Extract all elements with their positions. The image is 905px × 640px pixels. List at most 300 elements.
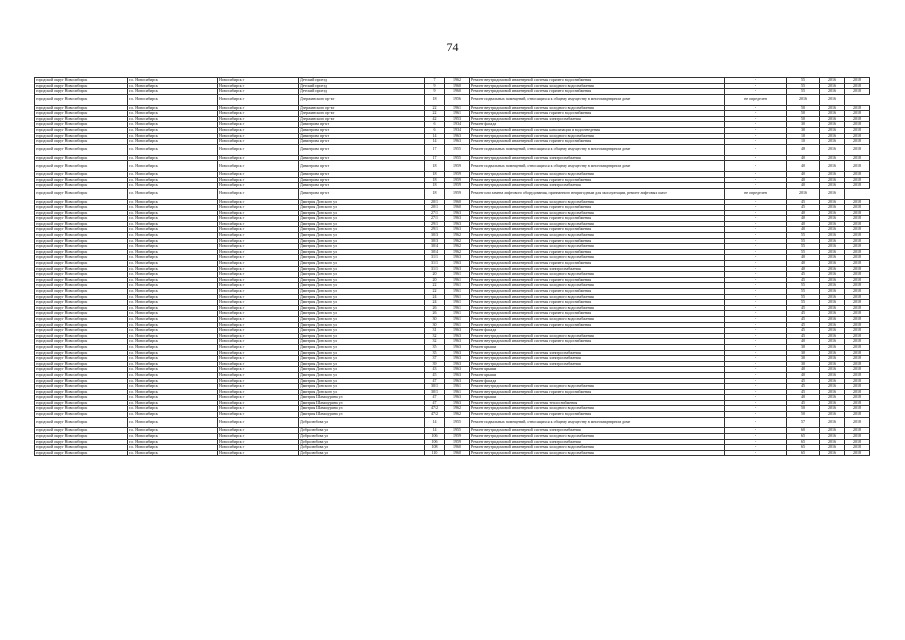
- wear-percent-cell: 45: [787, 277, 820, 283]
- work-type-cell: Ремонт внутридомовой инженерной системы электроснабжения: [470, 155, 725, 161]
- wear-percent-cell: 40: [787, 221, 820, 227]
- municipality-cell: городской округ Новосибирск: [35, 210, 128, 216]
- build-year-cell: 1963: [445, 328, 470, 334]
- locality-cell: Новосибирск г: [218, 227, 299, 233]
- municipality-cell: городской округ Новосибирск: [35, 356, 128, 362]
- condition-cell: -: [725, 216, 787, 222]
- start-year-cell: 2016: [820, 89, 845, 95]
- house-number-cell: 17: [425, 155, 445, 161]
- condition-cell: -: [725, 412, 787, 418]
- work-type-cell: Ремонт внутридомовой инженерной системы холодного водоснабжения: [470, 316, 725, 322]
- wear-percent-cell: 55: [787, 249, 820, 255]
- street-cell: Дмитрия Донского ул: [299, 384, 425, 390]
- wear-percent-cell: 55: [787, 289, 820, 295]
- wear-percent-cell: 45: [787, 272, 820, 278]
- build-year-cell: 1963: [445, 339, 470, 345]
- start-year-cell: 2016: [820, 227, 845, 233]
- district-cell: г.о. Новосибирск: [128, 434, 218, 440]
- work-type-cell: Ремонт внутридомовой инженерной системы горячего водоснабжения: [470, 300, 725, 306]
- condition-cell: -: [725, 305, 787, 311]
- start-year-cell: 2016: [820, 94, 845, 105]
- locality-cell: Новосибирск г: [218, 261, 299, 267]
- street-cell: Дмитрия Донского ул: [299, 322, 425, 328]
- district-cell: г.о. Новосибирск: [128, 300, 218, 306]
- build-year-cell: 1961: [445, 294, 470, 300]
- work-type-cell: Ремонт подвальных помещений, относящихся к общему имуществу в многоквартирном доме: [470, 417, 725, 428]
- house-number-cell: 22: [425, 289, 445, 295]
- wear-percent-cell: 40: [787, 339, 820, 345]
- work-type-cell: Ремонт внутридомовой инженерной системы холодного водоснабжения: [470, 133, 725, 139]
- end-year-cell: 2018: [845, 311, 870, 317]
- locality-cell: Новосибирск г: [218, 384, 299, 390]
- end-year-cell: 2018: [845, 417, 870, 428]
- house-number-cell: 37: [425, 356, 445, 362]
- end-year-cell: 2018: [845, 350, 870, 356]
- work-type-cell: Ремонт внутридомовой инженерной системы горячего водоснабжения: [470, 227, 725, 233]
- house-number-cell: 20: [425, 272, 445, 278]
- district-cell: г.о. Новосибирск: [128, 205, 218, 211]
- condition-cell: -: [725, 311, 787, 317]
- house-number-cell: 20/1: [425, 199, 445, 205]
- end-year-cell: 2018: [845, 105, 870, 111]
- locality-cell: Новосибирск г: [218, 428, 299, 434]
- street-cell: Дмитрия Донского ул: [299, 356, 425, 362]
- district-cell: г.о. Новосибирск: [128, 78, 218, 84]
- house-number-cell: 6: [425, 122, 445, 128]
- house-number-cell: 6: [425, 127, 445, 133]
- district-cell: г.о. Новосибирск: [128, 367, 218, 373]
- wear-percent-cell: 50: [787, 412, 820, 418]
- municipality-cell: городской округ Новосибирск: [35, 367, 128, 373]
- house-number-cell: 31: [425, 328, 445, 334]
- municipality-cell: городской округ Новосибирск: [35, 188, 128, 199]
- condition-cell: -: [725, 249, 787, 255]
- locality-cell: Новосибирск г: [218, 316, 299, 322]
- street-cell: Дмитрия Донского ул: [299, 344, 425, 350]
- build-year-cell: 1961: [445, 289, 470, 295]
- build-year-cell: 1963: [445, 333, 470, 339]
- street-cell: Дмитрия Донского ул: [299, 350, 425, 356]
- house-number-cell: 106: [425, 434, 445, 440]
- condition-cell: -: [725, 361, 787, 367]
- wear-percent-cell: 45: [787, 199, 820, 205]
- street-cell: Димитрова пр-кт: [299, 155, 425, 161]
- condition-cell: -: [725, 400, 787, 406]
- condition-cell: -: [725, 266, 787, 272]
- locality-cell: Новосибирск г: [218, 311, 299, 317]
- district-cell: г.о. Новосибирск: [128, 177, 218, 183]
- municipality-cell: городской округ Новосибирск: [35, 116, 128, 122]
- wear-percent-cell: 40: [787, 372, 820, 378]
- condition-cell: -: [725, 139, 787, 145]
- municipality-cell: городской округ Новосибирск: [35, 434, 128, 440]
- district-cell: г.о. Новосибирск: [128, 188, 218, 199]
- condition-cell: -: [725, 233, 787, 239]
- locality-cell: Новосибирск г: [218, 417, 299, 428]
- district-cell: г.о. Новосибирск: [128, 221, 218, 227]
- build-year-cell: 1959: [445, 171, 470, 177]
- work-type-cell: Ремонт внутридомовой инженерной системы горячего водоснабжения: [470, 389, 725, 395]
- build-year-cell: 1962: [445, 78, 470, 84]
- start-year-cell: 2016: [820, 389, 845, 395]
- end-year-cell: 2018: [845, 139, 870, 145]
- start-year-cell: 2016: [820, 356, 845, 362]
- condition-cell: -: [725, 238, 787, 244]
- build-year-cell: 1963: [445, 227, 470, 233]
- condition-cell: -: [725, 350, 787, 356]
- house-number-cell: 30: [425, 316, 445, 322]
- locality-cell: Новосибирск г: [218, 445, 299, 451]
- work-type-cell: Ремонт подвальных помещений, относящихся к общему имуществу в многоквартирном доме: [470, 144, 725, 155]
- build-year-cell: 1955: [445, 417, 470, 428]
- end-year-cell: 2018: [845, 116, 870, 122]
- wear-percent-cell: 40: [787, 261, 820, 267]
- house-number-cell: 30: [425, 322, 445, 328]
- municipality-cell: городской округ Новосибирск: [35, 445, 128, 451]
- wear-percent-cell: 40: [787, 395, 820, 401]
- condition-cell: -: [725, 289, 787, 295]
- build-year-cell: 1934: [445, 122, 470, 128]
- start-year-cell: 2016: [820, 417, 845, 428]
- condition-cell: -: [725, 434, 787, 440]
- repair-program-table: [34, 77, 870, 456]
- municipality-cell: городской округ Новосибирск: [35, 133, 128, 139]
- work-type-cell: Ремонт крыши: [470, 367, 725, 373]
- table-row: [35, 94, 870, 105]
- end-year-cell: 2018: [845, 450, 870, 456]
- condition-cell: -: [725, 272, 787, 278]
- build-year-cell: 1961: [445, 272, 470, 278]
- locality-cell: Новосибирск г: [218, 221, 299, 227]
- house-number-cell: 22: [425, 105, 445, 111]
- street-cell: Димитрова пр-кт: [299, 139, 425, 145]
- street-cell: Добролюбова ул: [299, 417, 425, 428]
- condition-cell: -: [725, 328, 787, 334]
- locality-cell: Новосибирск г: [218, 406, 299, 412]
- district-cell: г.о. Новосибирск: [128, 216, 218, 222]
- house-number-cell: 35: [425, 344, 445, 350]
- district-cell: г.о. Новосибирск: [128, 233, 218, 239]
- start-year-cell: 2016: [820, 111, 845, 117]
- house-number-cell: 32: [425, 339, 445, 345]
- start-year-cell: 2016: [820, 406, 845, 412]
- wear-percent-cell: 30: [787, 344, 820, 350]
- end-year-cell: 2018: [845, 199, 870, 205]
- end-year-cell: 2018: [845, 78, 870, 84]
- build-year-cell: 1963: [445, 139, 470, 145]
- end-year-cell: 2018: [845, 328, 870, 334]
- municipality-cell: городской округ Новосибирск: [35, 205, 128, 211]
- build-year-cell: 1963: [445, 356, 470, 362]
- street-cell: Дмитрия Шамшурина ул: [299, 406, 425, 412]
- locality-cell: Новосибирск г: [218, 305, 299, 311]
- build-year-cell: 1959: [445, 177, 470, 183]
- work-type-cell: Ремонт или замена лифтового оборудования, признанного непригодным для эксплуатации, ремонт лифтовых шахт: [470, 188, 725, 199]
- house-number-cell: 39: [425, 361, 445, 367]
- work-type-cell: Ремонт внутридомовой инженерной системы электроснабжения: [470, 116, 725, 122]
- start-year-cell: 2016: [820, 127, 845, 133]
- street-cell: Дмитрия Донского ул: [299, 277, 425, 283]
- locality-cell: Новосибирск г: [218, 171, 299, 177]
- end-year-cell: 2018: [845, 322, 870, 328]
- start-year-cell: 2016: [820, 328, 845, 334]
- start-year-cell: 2016: [820, 372, 845, 378]
- work-type-cell: Ремонт фасада: [470, 378, 725, 384]
- build-year-cell: 1963: [445, 133, 470, 139]
- municipality-cell: городской округ Новосибирск: [35, 227, 128, 233]
- build-year-cell: 1959: [445, 439, 470, 445]
- wear-percent-cell: 50: [787, 105, 820, 111]
- wear-percent-cell: 55: [787, 244, 820, 250]
- municipality-cell: городской округ Новосибирск: [35, 361, 128, 367]
- build-year-cell: 1953: [445, 116, 470, 122]
- house-number-cell: 9: [425, 83, 445, 89]
- street-cell: Дмитрия Донского ул: [299, 261, 425, 267]
- work-type-cell: Ремонт внутридомовой инженерной системы горячего водоснабжения: [470, 277, 725, 283]
- locality-cell: Новосибирск г: [218, 116, 299, 122]
- municipality-cell: городской округ Новосибирск: [35, 333, 128, 339]
- street-cell: Дмитрия Донского ул: [299, 328, 425, 334]
- house-number-cell: 29/1: [425, 221, 445, 227]
- street-cell: Дмитрия Донского ул: [299, 378, 425, 384]
- municipality-cell: городской округ Новосибирск: [35, 244, 128, 250]
- start-year-cell: 2016: [820, 238, 845, 244]
- district-cell: г.о. Новосибирск: [128, 333, 218, 339]
- municipality-cell: городской округ Новосибирск: [35, 144, 128, 155]
- street-cell: Дмитрия Донского ул: [299, 210, 425, 216]
- street-cell: Дмитрия Донского ул: [299, 333, 425, 339]
- work-type-cell: Ремонт внутридомовой инженерной системы холодного водоснабжения: [470, 221, 725, 227]
- street-cell: Димитрова пр-кт: [299, 127, 425, 133]
- house-number-cell: 31/1: [425, 255, 445, 261]
- build-year-cell: 1955: [445, 428, 470, 434]
- end-year-cell: 2018: [845, 272, 870, 278]
- municipality-cell: городской округ Новосибирск: [35, 177, 128, 183]
- municipality-cell: городской округ Новосибирск: [35, 305, 128, 311]
- house-number-cell: 35: [425, 350, 445, 356]
- end-year-cell: 2018: [845, 127, 870, 133]
- end-year-cell: 2018: [845, 400, 870, 406]
- start-year-cell: 2016: [820, 266, 845, 272]
- locality-cell: Новосибирск г: [218, 111, 299, 117]
- house-number-cell: 47: [425, 378, 445, 384]
- street-cell: Дзержинского пр-кт: [299, 105, 425, 111]
- end-year-cell: 2018: [845, 434, 870, 440]
- locality-cell: Новосибирск г: [218, 255, 299, 261]
- house-number-cell: 27/1: [425, 216, 445, 222]
- condition-cell: -: [725, 255, 787, 261]
- district-cell: г.о. Новосибирск: [128, 127, 218, 133]
- condition-cell: -: [725, 205, 787, 211]
- district-cell: г.о. Новосибирск: [128, 161, 218, 172]
- street-cell: Дмитрия Донского ул: [299, 305, 425, 311]
- start-year-cell: 2016: [820, 277, 845, 283]
- build-year-cell: 1961: [445, 277, 470, 283]
- street-cell: Дмитрия Донского ул: [299, 216, 425, 222]
- locality-cell: Новосибирск г: [218, 83, 299, 89]
- locality-cell: Новосибирск г: [218, 350, 299, 356]
- district-cell: г.о. Новосибирск: [128, 305, 218, 311]
- table-row: [35, 417, 870, 428]
- house-number-cell: 30/4: [425, 244, 445, 250]
- condition-cell: -: [725, 78, 787, 84]
- street-cell: Добролюбова ул: [299, 434, 425, 440]
- locality-cell: Новосибирск г: [218, 434, 299, 440]
- street-cell: Добролюбова ул: [299, 450, 425, 456]
- work-type-cell: Ремонт внутридомовой инженерной системы холодного водоснабжения: [470, 294, 725, 300]
- condition-cell: -: [725, 333, 787, 339]
- end-year-cell: 2018: [845, 221, 870, 227]
- locality-cell: Новосибирск г: [218, 400, 299, 406]
- locality-cell: Новосибирск г: [218, 210, 299, 216]
- wear-percent-cell: 45: [787, 311, 820, 317]
- condition-cell: -: [725, 171, 787, 177]
- locality-cell: Новосибирск г: [218, 233, 299, 239]
- wear-percent-cell: 30: [787, 356, 820, 362]
- work-type-cell: Ремонт внутридомовой инженерной системы холодного водоснабжения: [470, 105, 725, 111]
- start-year-cell: 2016: [820, 450, 845, 456]
- start-year-cell: 2016: [820, 161, 845, 172]
- condition-cell: -: [725, 428, 787, 434]
- locality-cell: Новосибирск г: [218, 356, 299, 362]
- end-year-cell: 2018: [845, 216, 870, 222]
- house-number-cell: 22: [425, 283, 445, 289]
- wear-percent-cell: 40: [787, 216, 820, 222]
- locality-cell: Новосибирск г: [218, 272, 299, 278]
- wear-percent-cell: 45: [787, 322, 820, 328]
- wear-percent-cell: 45: [787, 305, 820, 311]
- district-cell: г.о. Новосибирск: [128, 311, 218, 317]
- house-number-cell: 17: [425, 144, 445, 155]
- condition-cell: -: [725, 439, 787, 445]
- house-number-cell: 22: [425, 111, 445, 117]
- district-cell: г.о. Новосибирск: [128, 227, 218, 233]
- build-year-cell: 1961: [445, 322, 470, 328]
- street-cell: Дзержинского пр-кт: [299, 111, 425, 117]
- wear-percent-cell: 10: [787, 139, 820, 145]
- build-year-cell: 1959: [445, 183, 470, 189]
- build-year-cell: 1960: [445, 205, 470, 211]
- municipality-cell: городской округ Новосибирск: [35, 289, 128, 295]
- district-cell: г.о. Новосибирск: [128, 238, 218, 244]
- house-number-cell: 47/2: [425, 406, 445, 412]
- locality-cell: Новосибирск г: [218, 412, 299, 418]
- work-type-cell: Ремонт внутридомовой инженерной системы холодного водоснабжения: [470, 244, 725, 250]
- end-year-cell: 2018: [845, 372, 870, 378]
- work-type-cell: Ремонт внутридомовой инженерной системы горячего водоснабжения: [470, 311, 725, 317]
- wear-percent-cell: 50: [787, 111, 820, 117]
- work-type-cell: Ремонт внутридомовой инженерной системы горячего водоснабжения: [470, 322, 725, 328]
- build-year-cell: 1963: [445, 210, 470, 216]
- street-cell: Дмитрия Донского ул: [299, 238, 425, 244]
- condition-cell: -: [725, 177, 787, 183]
- start-year-cell: 2016: [820, 289, 845, 295]
- start-year-cell: 2016: [820, 216, 845, 222]
- build-year-cell: 1961: [445, 283, 470, 289]
- wear-percent-cell: 55: [787, 89, 820, 95]
- street-cell: Детский проезд: [299, 89, 425, 95]
- work-type-cell: Ремонт внутридомовой инженерной системы холодного водоснабжения: [470, 406, 725, 412]
- street-cell: Дмитрия Донского ул: [299, 316, 425, 322]
- end-year-cell: 2018: [845, 406, 870, 412]
- start-year-cell: 2016: [820, 428, 845, 434]
- district-cell: г.о. Новосибирск: [128, 328, 218, 334]
- house-number-cell: 42: [425, 116, 445, 122]
- build-year-cell: 1963: [445, 266, 470, 272]
- locality-cell: Новосибирск г: [218, 205, 299, 211]
- locality-cell: Новосибирск г: [218, 283, 299, 289]
- start-year-cell: 2016: [820, 244, 845, 250]
- locality-cell: Новосибирск г: [218, 183, 299, 189]
- build-year-cell: 1961: [445, 105, 470, 111]
- district-cell: г.о. Новосибирск: [128, 395, 218, 401]
- end-year-cell: 2018: [845, 249, 870, 255]
- municipality-cell: городской округ Новосибирск: [35, 238, 128, 244]
- locality-cell: Новосибирск г: [218, 322, 299, 328]
- build-year-cell: 1963: [445, 378, 470, 384]
- wear-percent-cell: 30: [787, 127, 820, 133]
- locality-cell: Новосибирск г: [218, 155, 299, 161]
- work-type-cell: Ремонт внутридомовой инженерной системы электроснабжения: [470, 439, 725, 445]
- locality-cell: Новосибирск г: [218, 389, 299, 395]
- end-year-cell: 2018: [845, 289, 870, 295]
- end-year-cell: 2018: [845, 367, 870, 373]
- municipality-cell: городской округ Новосибирск: [35, 111, 128, 117]
- district-cell: г.о. Новосибирск: [128, 322, 218, 328]
- build-year-cell: 1961: [445, 111, 470, 117]
- build-year-cell: 1959: [445, 434, 470, 440]
- district-cell: г.о. Новосибирск: [128, 116, 218, 122]
- wear-percent-cell: 30: [787, 361, 820, 367]
- locality-cell: Новосибирск г: [218, 127, 299, 133]
- district-cell: г.о. Новосибирск: [128, 94, 218, 105]
- district-cell: г.о. Новосибирск: [128, 344, 218, 350]
- municipality-cell: городской округ Новосибирск: [35, 428, 128, 434]
- municipality-cell: городской округ Новосибирск: [35, 294, 128, 300]
- locality-cell: Новосибирск г: [218, 161, 299, 172]
- house-number-cell: 7: [425, 78, 445, 84]
- municipality-cell: городской округ Новосибирск: [35, 412, 128, 418]
- district-cell: г.о. Новосибирск: [128, 155, 218, 161]
- municipality-cell: городской округ Новосибирск: [35, 378, 128, 384]
- work-type-cell: Ремонт внутридомовой инженерной системы горячего водоснабжения: [470, 412, 725, 418]
- start-year-cell: 2016: [820, 177, 845, 183]
- house-number-cell: 47: [425, 395, 445, 401]
- district-cell: г.о. Новосибирск: [128, 249, 218, 255]
- build-year-cell: 1961: [445, 316, 470, 322]
- street-cell: Димитрова пр-кт: [299, 188, 425, 199]
- work-type-cell: Ремонт внутридомовой инженерной системы холодного водоснабжения: [470, 272, 725, 278]
- street-cell: Дмитрия Донского ул: [299, 255, 425, 261]
- start-year-cell: 2016: [820, 322, 845, 328]
- street-cell: Добролюбова ул: [299, 445, 425, 451]
- street-cell: Дмитрия Донского ул: [299, 372, 425, 378]
- district-cell: г.о. Новосибирск: [128, 133, 218, 139]
- start-year-cell: 2016: [820, 339, 845, 345]
- street-cell: Дмитрия Донского ул: [299, 249, 425, 255]
- locality-cell: Новосибирск г: [218, 78, 299, 84]
- street-cell: Дмитрия Шамшурина ул: [299, 412, 425, 418]
- build-year-cell: 1959: [445, 161, 470, 172]
- start-year-cell: 2016: [820, 305, 845, 311]
- condition-cell: -: [725, 294, 787, 300]
- locality-cell: Новосибирск г: [218, 266, 299, 272]
- locality-cell: Новосибирск г: [218, 144, 299, 155]
- street-cell: Дмитрия Донского ул: [299, 289, 425, 295]
- build-year-cell: 1955: [445, 155, 470, 161]
- locality-cell: Новосибирск г: [218, 139, 299, 145]
- build-year-cell: 1961: [445, 300, 470, 306]
